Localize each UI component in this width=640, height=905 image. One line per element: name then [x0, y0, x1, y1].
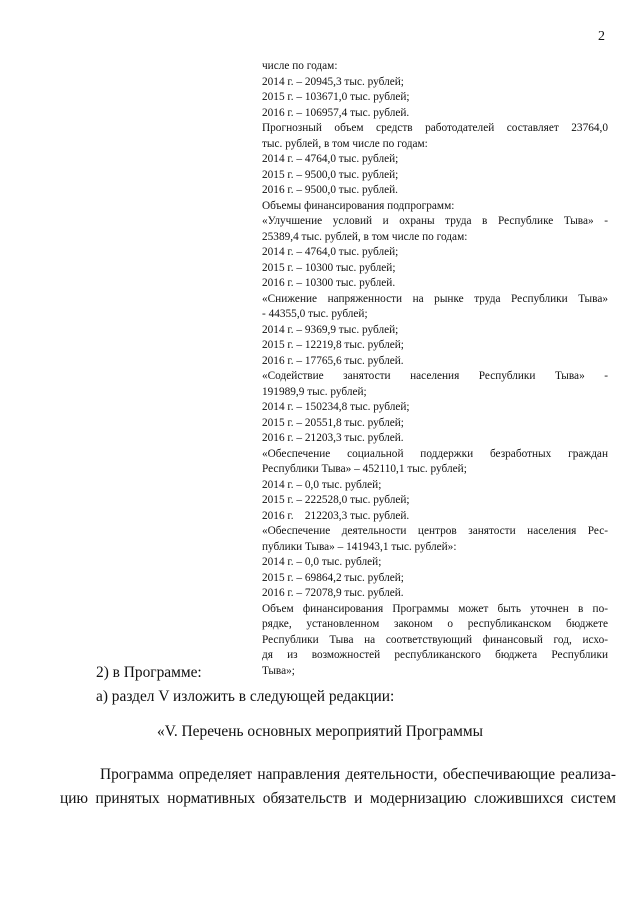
summary-line: «Обеспечение социальной поддержки безработных граждан: [262, 447, 608, 460]
summary-line: 2016 г. – 106957,4 тыс. рублей.: [262, 106, 410, 119]
summary-line: Республики Тыва» – 452110,1 тыс. рублей;: [262, 463, 467, 475]
summary-line: 2014 г. – 0,0 тыс. рублей;: [262, 478, 382, 491]
amendment-item-a: [96, 688, 640, 706]
summary-line: публики Тыва» – 141943,1 тыс. рублей»:: [262, 540, 457, 553]
program-paragraph: [60, 766, 616, 808]
page-number: 2: [598, 29, 605, 44]
summary-line: тыс. рублей, в том числе по годам:: [262, 137, 428, 150]
paragraph-line: Программа определяет направления деятельности, обеспечивающие реализа-: [100, 766, 616, 783]
summary-line: «Улучшение условий и охраны труда в Республике Тыва» -: [262, 215, 608, 227]
summary-line: 2016 г. – 21203,3 тыс. рублей.: [262, 432, 404, 444]
financing-summary-column: [262, 59, 608, 679]
summary-line: 2015 г. – 69864,2 тыс. рублей;: [262, 571, 404, 584]
summary-line: 2016 г. – 9500,0 тыс. рублей.: [262, 184, 398, 196]
summary-line: 2015 г. – 20551,8 тыс. рублей;: [262, 416, 404, 429]
summary-line: дя из возможностей республиканского бюджета Республики: [262, 649, 608, 661]
summary-line: 2015 г. – 12219,8 тыс. рублей;: [262, 339, 404, 351]
summary-line: числе по годам:: [262, 60, 338, 72]
summary-line: Республики Тыва на соответствующий финансовый год, исхо-: [262, 633, 608, 646]
amendment-item-a-text: а) раздел V изложить в следующей редакции:: [96, 688, 395, 705]
summary-line: рядке, установленном законом о республиканском бюджете: [262, 618, 608, 630]
summary-line: 2015 г. – 103671,0 тыс. рублей;: [262, 91, 410, 103]
summary-line: 2014 г. – 20945,3 тыс. рублей;: [262, 75, 404, 88]
summary-line: 2014 г. – 4764,0 тыс. рублей;: [262, 153, 399, 165]
summary-line: Объем финансирования Программы может быть уточнен в по-: [262, 602, 608, 615]
summary-line: 2014 г. – 4764,0 тыс. рублей;: [262, 246, 399, 258]
summary-line: 2014 г. – 9369,9 тыс. рублей;: [262, 323, 399, 336]
summary-line: 2015 г. – 222528,0 тыс. рублей;: [262, 494, 410, 506]
summary-line: 2016 г. – 17765,6 тыс. рублей.: [262, 354, 404, 367]
summary-line: 2016 г. 212203,3 тыс. рублей.: [262, 509, 410, 522]
summary-line: 2015 г. – 10300 тыс. рублей;: [262, 261, 396, 274]
paragraph-line: цию принятых нормативных обязательств и модернизацию сложившихся систем: [60, 790, 616, 807]
section-heading: «V. Перечень основных мероприятий Программы: [157, 723, 483, 740]
summary-line: 2014 г. – 150234,8 тыс. рублей;: [262, 401, 410, 413]
summary-line: «Содействие занятости населения Республики Тыва» -: [262, 370, 608, 382]
summary-line: «Обеспечение деятельности центров занятости населения Рес-: [262, 525, 608, 537]
summary-line: 2016 г. – 72078,9 тыс. рублей.: [262, 587, 404, 599]
summary-line: Объемы финансирования подпрограмм:: [262, 199, 455, 212]
summary-line: 2014 г. – 0,0 тыс. рублей;: [262, 556, 382, 568]
summary-line: 2015 г. – 9500,0 тыс. рублей;: [262, 168, 399, 181]
summary-line: 191989,9 тыс. рублей;: [262, 385, 367, 398]
summary-line: «Снижение напряженности на рынке труда Республики Тыва»: [262, 292, 608, 305]
summary-line: Прогнозный объем средств работодателей составляет 23764,0: [262, 122, 608, 134]
summary-line: 25389,4 тыс. рублей, в том числе по годам:: [262, 230, 468, 243]
summary-line: - 44355,0 тыс. рублей;: [262, 308, 368, 320]
amendment-item-2-text: 2) в Программе:: [96, 664, 202, 681]
summary-line: 2016 г. – 10300 тыс. рублей.: [262, 277, 396, 289]
summary-line: Тыва»;: [262, 664, 295, 677]
amendment-item-2: [96, 664, 640, 682]
